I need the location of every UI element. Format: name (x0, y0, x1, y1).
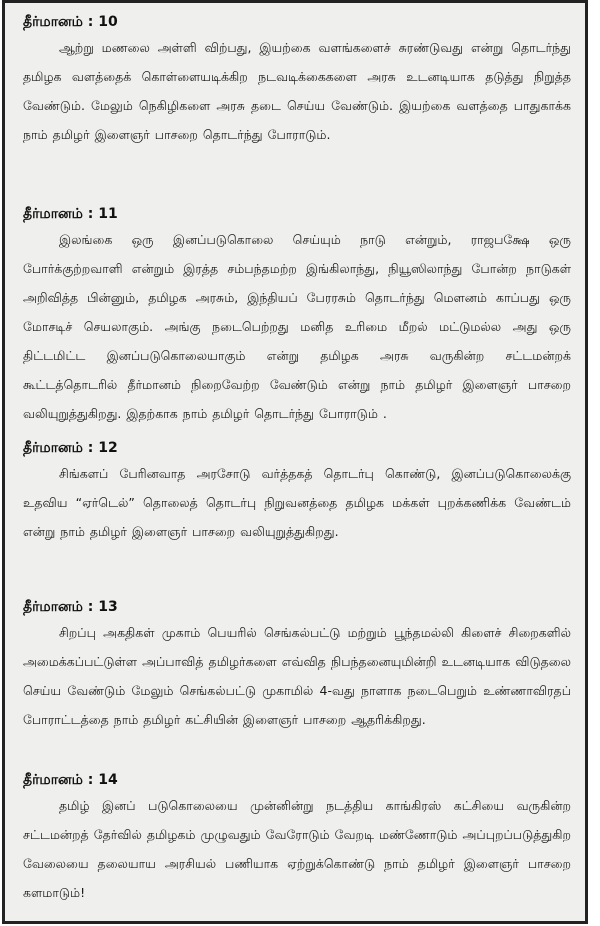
resolution-heading: தீர்மானம் : 10 (23, 14, 118, 30)
resolution-13 (23, 596, 571, 734)
resolution-text: தமிழ் இனப் படுகொலையை முன்னின்று நடத்திய காங்கிரஸ் கட்சியை வருகின்ற சட்டமன்றத் தேர்வில் தமிழகம் முழுவதும் வேரோடும் வேறடி மண்ணோடும் அப்புறப்படுத்துகிற வேலையை தலையாய அரசியல் பணியாக ஏற்றுக்கொண்டு நாம் தமிழர் இளைஞர் பாசறை களமாடும்! (23, 798, 571, 900)
resolution-text: இலங்கை ஒரு இனப்படுகொலை செய்யும் நாடு என்றும், ராஜபக்ஷே ஒரு போர்க்குற்றவாளி என்றும் இரத்த சம்பந்தமற்ற இங்கிலாந்து, நியூஸிலாந்து போன்ற நாடுகள் அறிவித்த பின்னும், தமிழக அரசும், இந்தியப் பேரரசும் தொடர்ந்து மௌனம் காப்பது ஒரு மோசடிச் செயலாகும். அங்கு நடைபெற்றது மனித உரிமை மீறல் மட்டுமல்ல அது ஒரு திட்டமிட்ட இனப்படுகொலையாகும் என்று தமிழக அரசு வருகின்ற சட்டமன்றக் கூட்டத்தொடரில் தீர்மானம் நிறைவேற்ற வேண்டும் என்று நாம் தமிழர் இளைஞர் பாசறை வலியுறுத்துகிறது. இதற்காக நாம் தமிழர் தொடர்ந்து போராடும் . (23, 232, 571, 421)
resolution-text: சிங்களப் பேரினவாத அரசோடு வர்த்தகத் தொடர்பு கொண்டு, இனப்படுகொலைக்கு உதவிய “ஏர்டெல்” தொலைத் தொடர்பு நிறுவனத்தை தமிழக மக்கள் புறக்கணிக்க வேண்டம் என்று நாம் தமிழர் இளைஞர் பாசறை வலியுறுத்துகிறது. (23, 466, 571, 539)
document-page (2, 0, 588, 924)
resolution-12 (23, 437, 571, 546)
resolution-heading: தீர்மானம் : 12 (23, 440, 118, 456)
resolution-10 (23, 11, 571, 149)
resolution-heading: தீர்மானம் : 14 (23, 772, 118, 788)
resolution-heading: தீர்மானம் : 13 (23, 599, 118, 615)
resolution-text: ஆற்று மணலை அள்ளி விற்பது, இயற்கை வளங்களைச் சுரண்டுவது என்று தொடர்ந்து தமிழக வளத்தைக் கொள்ளையடிக்கிற நடவடிக்கைகளை அரசு உடனடியாக தடுத்து நிறுத்த வேண்டும். மேலும் நெகிழிகளை அரசு தடை செய்ய வேண்டும். இயற்கை வளத்தை பாதுகாக்க நாம் தமிழர் இளைஞர் பாசறை தொடர்ந்து போராடும். (23, 40, 571, 142)
resolution-11 (23, 203, 571, 428)
resolution-heading: தீர்மானம் : 11 (23, 206, 118, 222)
resolution-text: சிறப்பு அகதிகள் முகாம் பெயரில் செங்கல்பட்டு மற்றும் பூந்தமல்லி கிளைச் சிறைகளில் அமைக்கப்பட்டுள்ள அப்பாவித் தமிழர்களை எவ்வித நிபந்தனையுமின்றி உடனடியாக விடுதலை செய்ய வேண்டும் மேலும் செங்கல்பட்டு முகாமில் 4-வது நாளாக நடைபெறும் உண்ணாவிரதப் போராட்டத்தை நாம் தமிழர் கட்சியின் இளைஞர் பாசறை ஆதரிக்கிறது. (23, 625, 571, 727)
resolution-14 (23, 769, 571, 907)
